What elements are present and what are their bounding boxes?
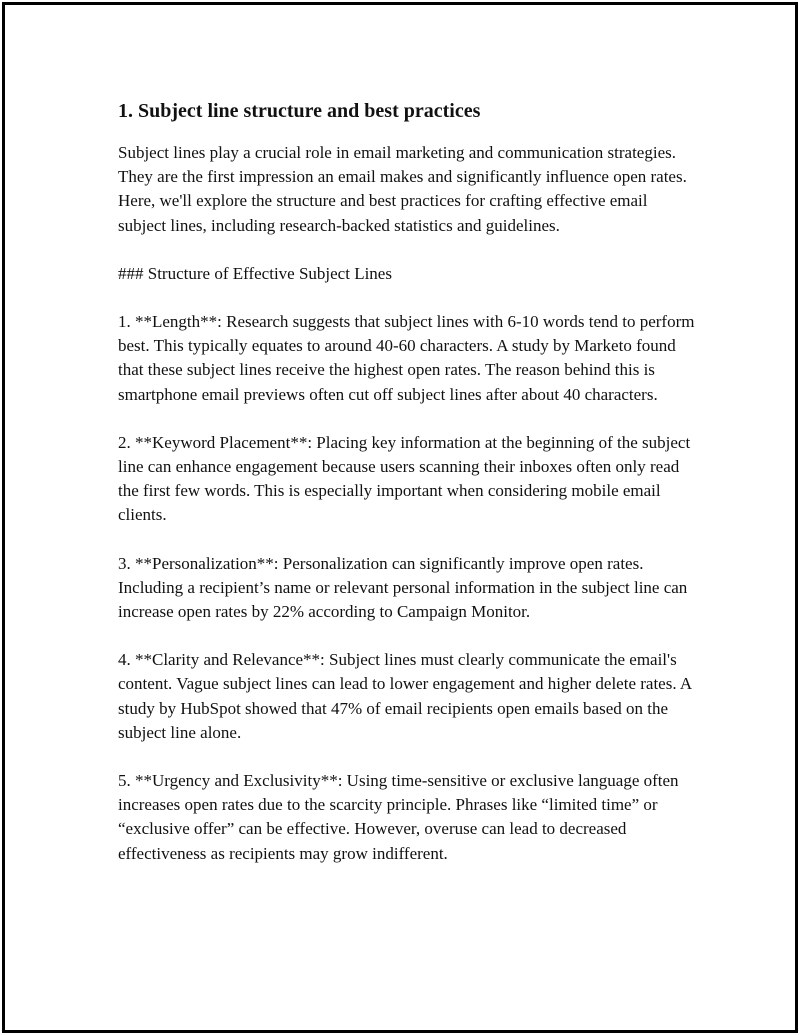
intro-paragraph: Subject lines play a crucial role in email marketing and communication strategies. They are the first impression an email makes and significantly influence open rates. Here, we'll explore the structure and best practices for crafting effective email subject lines, including research-backed statistics and guidelines. [118, 143, 687, 235]
section-subheading: ### Structure of Effective Subject Lines [118, 263, 392, 283]
list-item-personalization: 3. **Personalization**: Personalization can significantly improve open rates. Including a recipient’s name or relevant personal information in the subject line can increase open rates by 22% according to Campaign Monitor. [118, 553, 688, 622]
page-frame [2, 2, 798, 1033]
list-item-urgency-exclusivity: 5. **Urgency and Exclusivity**: Using time-sensitive or exclusive language often increases open rates due to the scarcity principle. Phrases like “limited time” or “exclusive offer” can be effective. However, overuse can lead to decreased effectiveness as recipients may grow indifferent. [118, 771, 679, 863]
list-item-keyword-placement: 2. **Keyword Placement**: Placing key information at the beginning of the subject line can enhance engagement because users scanning their inboxes often only read the first few words. This is especially important when considering mobile email clients. [118, 432, 691, 525]
list-item-length: 1. **Length**: Research suggests that subject lines with 6-10 words tend to perform best. This typically equates to around 40-60 characters. A study by Marketo found that these subject lines receive the highest open rates. The reason behind this is smartphone email previews often cut off subject lines after about 40 characters. [118, 312, 695, 404]
document-body [118, 97, 698, 890]
list-item-clarity-relevance: 4. **Clarity and Relevance**: Subject lines must clearly communicate the email's content. Vague subject lines can lead to lower engagement and higher delete rates. A study by HubSpot showed that 47% of email recipients open emails based on the subject line alone. [118, 650, 692, 742]
document-title: 1. Subject line structure and best practices [118, 100, 481, 122]
